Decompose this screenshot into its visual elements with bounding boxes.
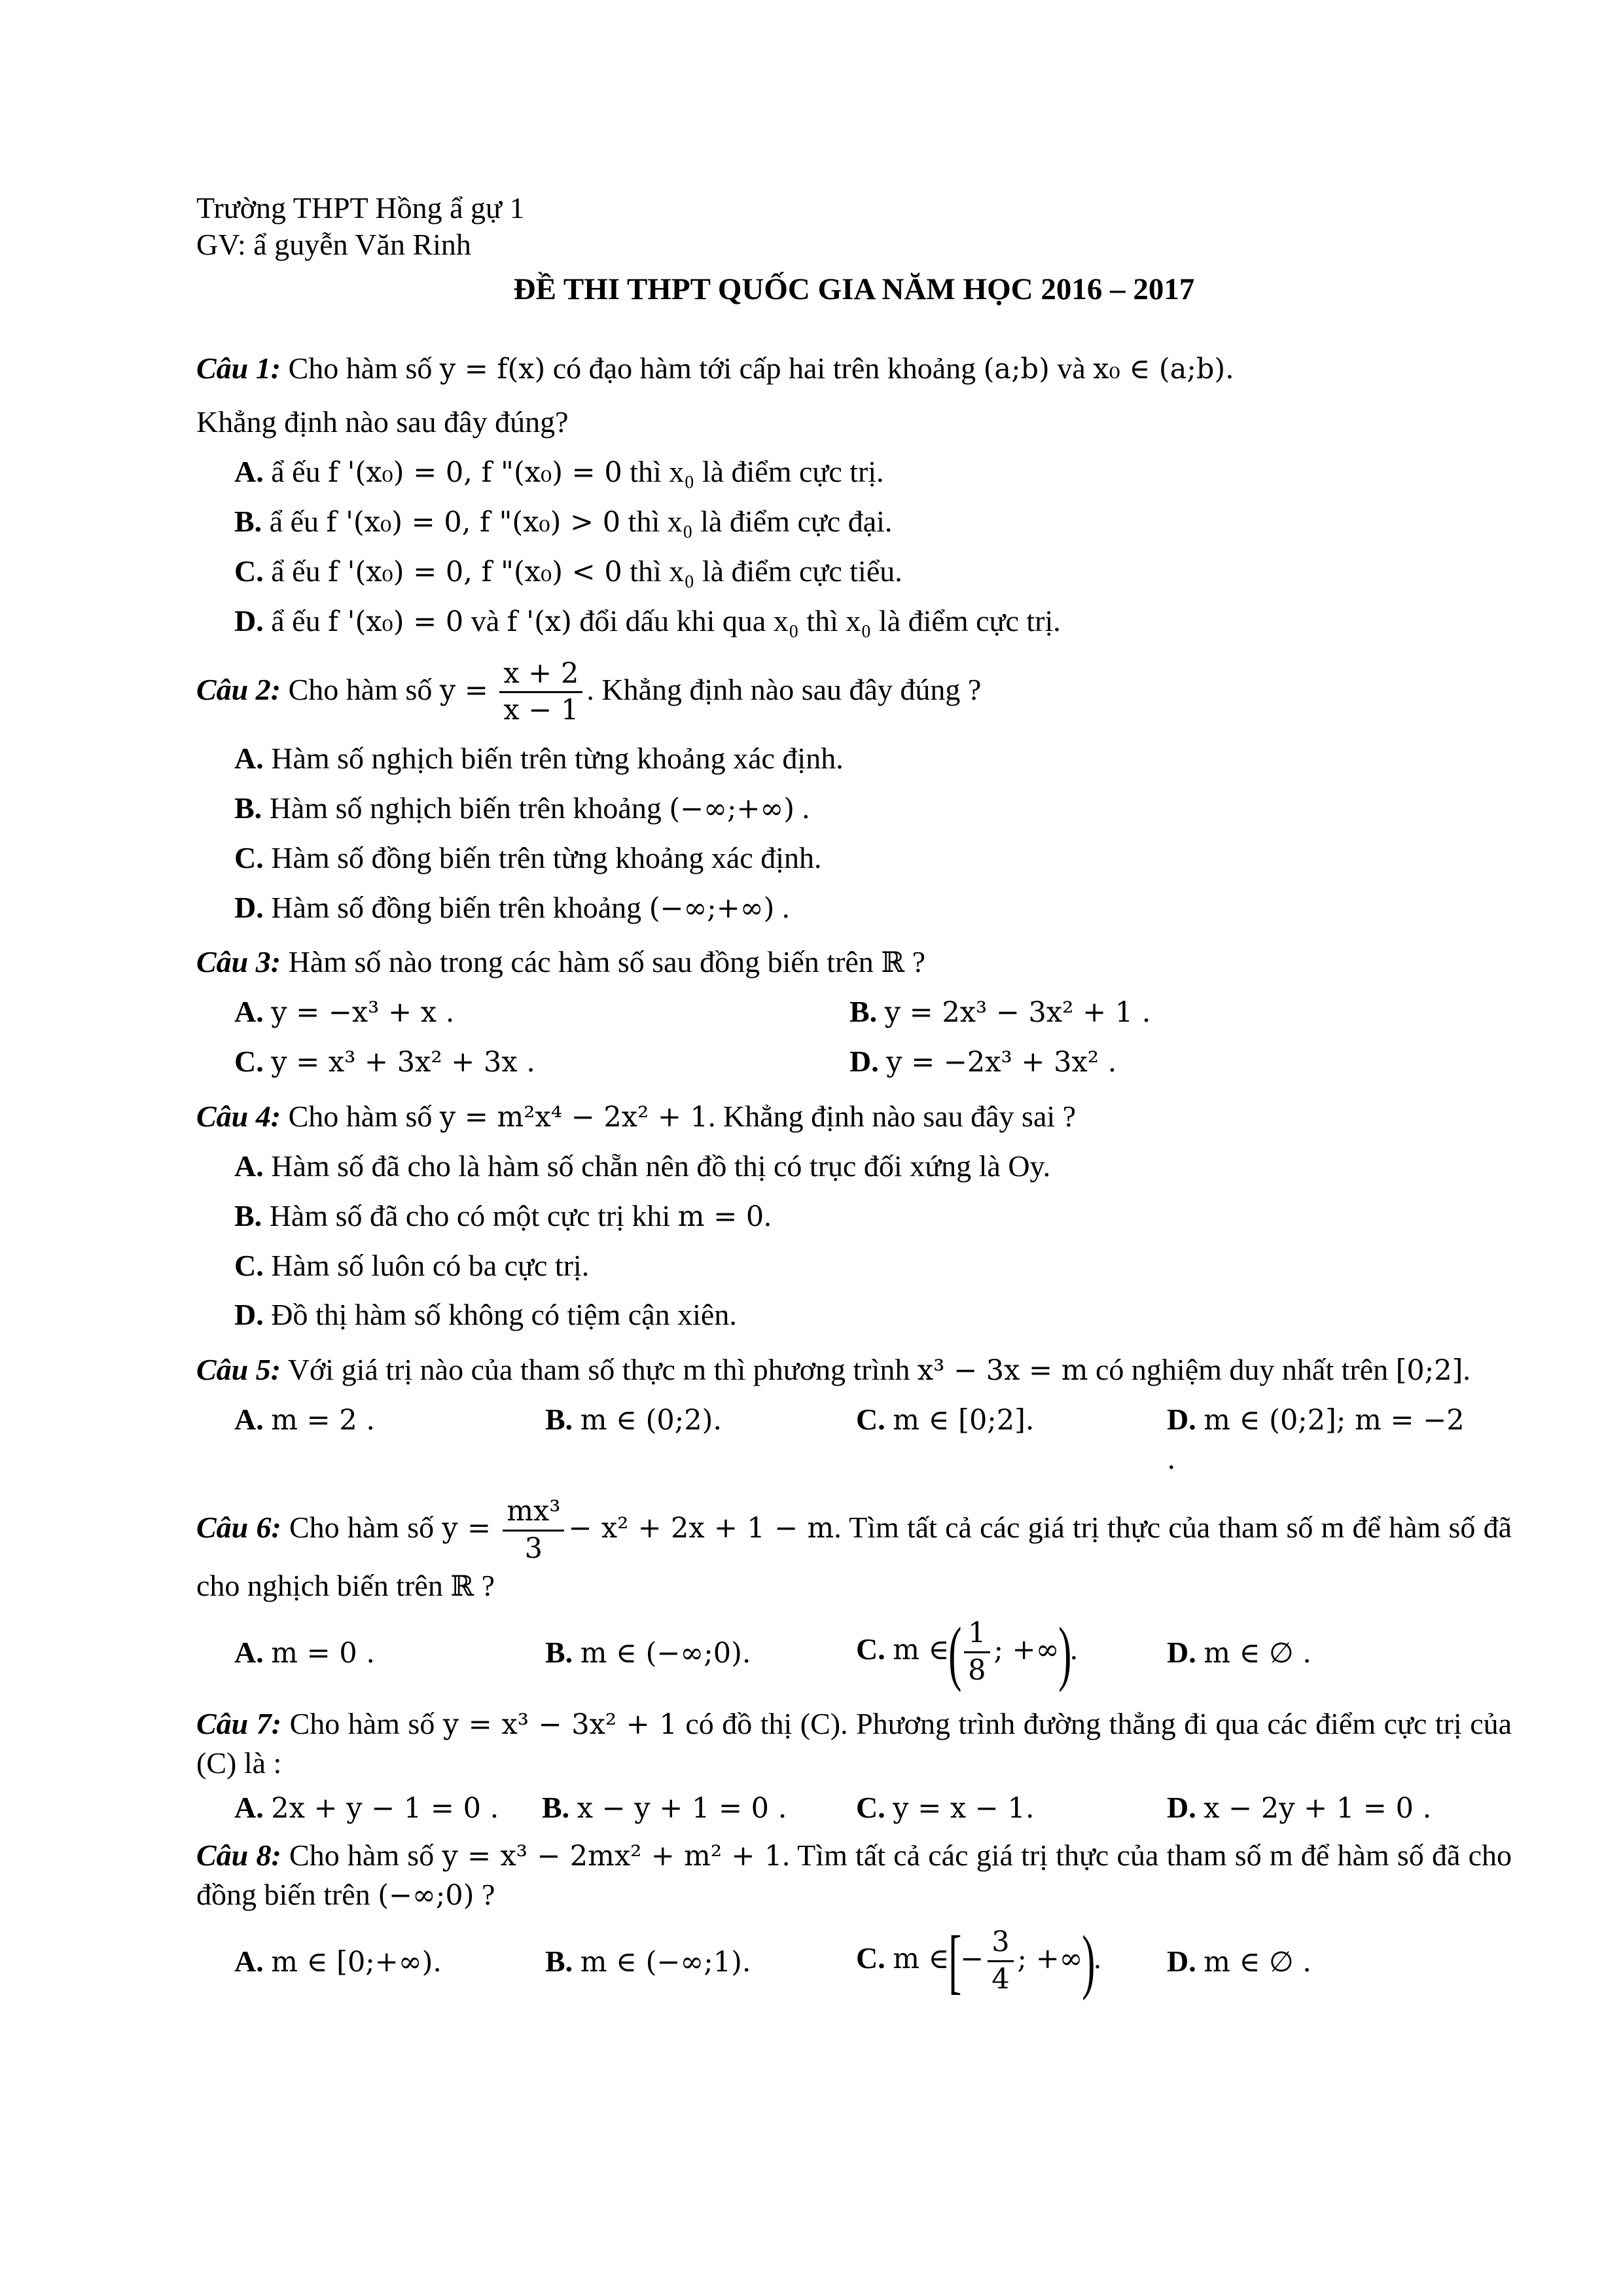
option-d: D. m ∈ (0;2]; m = −2 . [1167, 1403, 1465, 1477]
question-6 [196, 1494, 1512, 1693]
question-8 [196, 1836, 1512, 2001]
question-stem: Câu 3: Hàm số nào trong các hàm số sau đồng biến trên ℝ ? [196, 945, 925, 980]
option-d: D. m ∈ ∅ . [1167, 1944, 1311, 1979]
fraction: $\frac{\text{mx³}}{3}$ [503, 1494, 564, 1567]
option-a: A. 2x + y − 1 = 0 . [234, 1790, 499, 1825]
option-c: C. Hàm số đồng biến trên từng khoảng xác định. [234, 840, 822, 874]
option-c: C. m ∈ [0;2]. [856, 1403, 1035, 1437]
options-row [196, 992, 1512, 1031]
options-row [196, 1788, 1512, 1827]
option-d: D. ẩ ếu f '(x₀) = 0 và f '(x) đổi dấu khi qua x₀ thì x₀ là điểm cực trị. [234, 603, 1061, 638]
option-a: A. ẩ ếu f '(x₀) = 0, f "(x₀) = 0 thì x₀ là điểm cực trị. [234, 455, 884, 489]
option-c: C. y = x³ + 3x² + 3x . [234, 1045, 535, 1079]
option-c: C. m ∈( $\frac{1}{8}$ ; +∞). [856, 1612, 1078, 1693]
question-7 [196, 1704, 1512, 1827]
option-c: C. ẩ ếu f '(x₀) = 0, f "(x₀) < 0 thì x₀ là điểm cực tiểu. [234, 554, 902, 588]
question-3 [196, 942, 1512, 1081]
option-c: C. Hàm số luôn có ba cực trị. [234, 1248, 590, 1282]
school-name: Trường THPT Hồng ẩ gự 1 [196, 191, 525, 224]
question-5 [196, 1350, 1512, 1479]
options-row [196, 1400, 1512, 1479]
option-a: A. Hàm số đã cho là hàm số chẵn nên đồ thị có trục đối xứng là Oy. [234, 1149, 1051, 1183]
option-a: A. m = 0 . [234, 1635, 376, 1670]
option-d: D. x − 2y + 1 = 0 . [1167, 1790, 1432, 1825]
fraction: $\frac{x + 2}{x - 1}$ [499, 656, 582, 729]
option-b: B. m ∈ (−∞;0). [545, 1635, 751, 1670]
option-b: B. m ∈ (−∞;1). [545, 1944, 751, 1979]
question-1 [196, 349, 1512, 640]
option-d: D. y = −2x³ + 3x² . [849, 1045, 1117, 1079]
question-stem: Câu 8: Cho hàm số y = x³ − 2mx² + m² + 1. Tìm tất cả các giá trị thực của tham số m để hàm số đã cho đồng biến trên (−∞;0) ? [196, 1839, 1512, 1912]
question-stem: Câu 6: Cho hàm số y = $\frac{\text{mx³}}{3}$ − x² + 2x + 1 − m. Tìm tất cả các giá trị thực của tham số m để hàm số đã cho nghịch biến trên ℝ ? [196, 1494, 1512, 1604]
option-a: A. y = −x³ + x . [234, 995, 455, 1030]
option-b: B. x − y + 1 = 0 . [542, 1790, 787, 1825]
option-a: A. Hàm số nghịch biến trên từng khoảng xác định. [234, 742, 844, 776]
exam-title: ĐỀ THI THPT QUỐC GIA NĂM HỌC 2016 – 2017 [513, 272, 1195, 307]
options-row [196, 1042, 1512, 1081]
question-4 [196, 1097, 1512, 1335]
option-a: A. m = 2 . [234, 1403, 376, 1437]
question-2 [196, 656, 1512, 927]
question-stem: Câu 4: Cho hàm số y = m²x⁴ − 2x² + 1. Khẳng định nào sau đây sai ? [196, 1100, 1077, 1134]
option-b: B. m ∈ (0;2). [545, 1403, 722, 1437]
exam-page [196, 190, 1512, 2001]
question-stem: Câu 5: Với giá trị nào của tham số thực m thì phương trình x³ − 3x = m có nghiệm duy nhất trên [0;2]. [196, 1353, 1471, 1388]
option-d: D. Đồ thị hàm số không có tiệm cận xiên. [234, 1298, 737, 1332]
option-b: B. Hàm số nghịch biến trên khoảng (−∞;+∞) . [234, 791, 810, 825]
option-d: D. m ∈ ∅ . [1167, 1635, 1311, 1670]
teacher-name: GV: ẩ guyễn Văn Rinh [196, 228, 471, 262]
option-b: B. y = 2x³ − 3x² + 1 . [849, 995, 1151, 1030]
fraction: $\frac{1}{8}$ [964, 1616, 990, 1689]
options-row [196, 1921, 1512, 2001]
option-d: D. Hàm số đồng biến trên khoảng (−∞;+∞) . [234, 890, 790, 925]
option-b: B. ẩ ếu f '(x₀) = 0, f "(x₀) > 0 thì x₀ là điểm cực đại. [234, 504, 893, 539]
options-row [196, 1612, 1512, 1693]
question-stem-line2: Khẳng định nào sau đây đúng? [196, 405, 569, 439]
question-stem: Câu 2: Cho hàm số y = $\frac{x + 2}{x - 1}$ . Khẳng định nào sau đây đúng ? [196, 656, 1512, 729]
question-stem: Câu 1: Cho hàm số y = f(x) có đạo hàm tới cấp hai trên khoảng (a;b) và x₀ ∈ (a;b). [196, 351, 1234, 386]
fraction: $\frac{3}{4}$ [988, 1925, 1013, 1998]
option-b: B. Hàm số đã cho có một cực trị khi m = 0. [234, 1198, 772, 1233]
option-c: C. m ∈[− $\frac{3}{4}$ ; +∞). [856, 1921, 1101, 2001]
option-a: A. m ∈ [0;+∞). [234, 1944, 442, 1979]
question-stem: Câu 7: Cho hàm số y = x³ − 3x² + 1 có đồ thị (C). Phương trình đường thẳng đi qua các điểm cực trị của (C) là : [196, 1706, 1512, 1780]
document-header [196, 190, 1512, 263]
option-c: C. y = x − 1. [856, 1790, 1035, 1825]
